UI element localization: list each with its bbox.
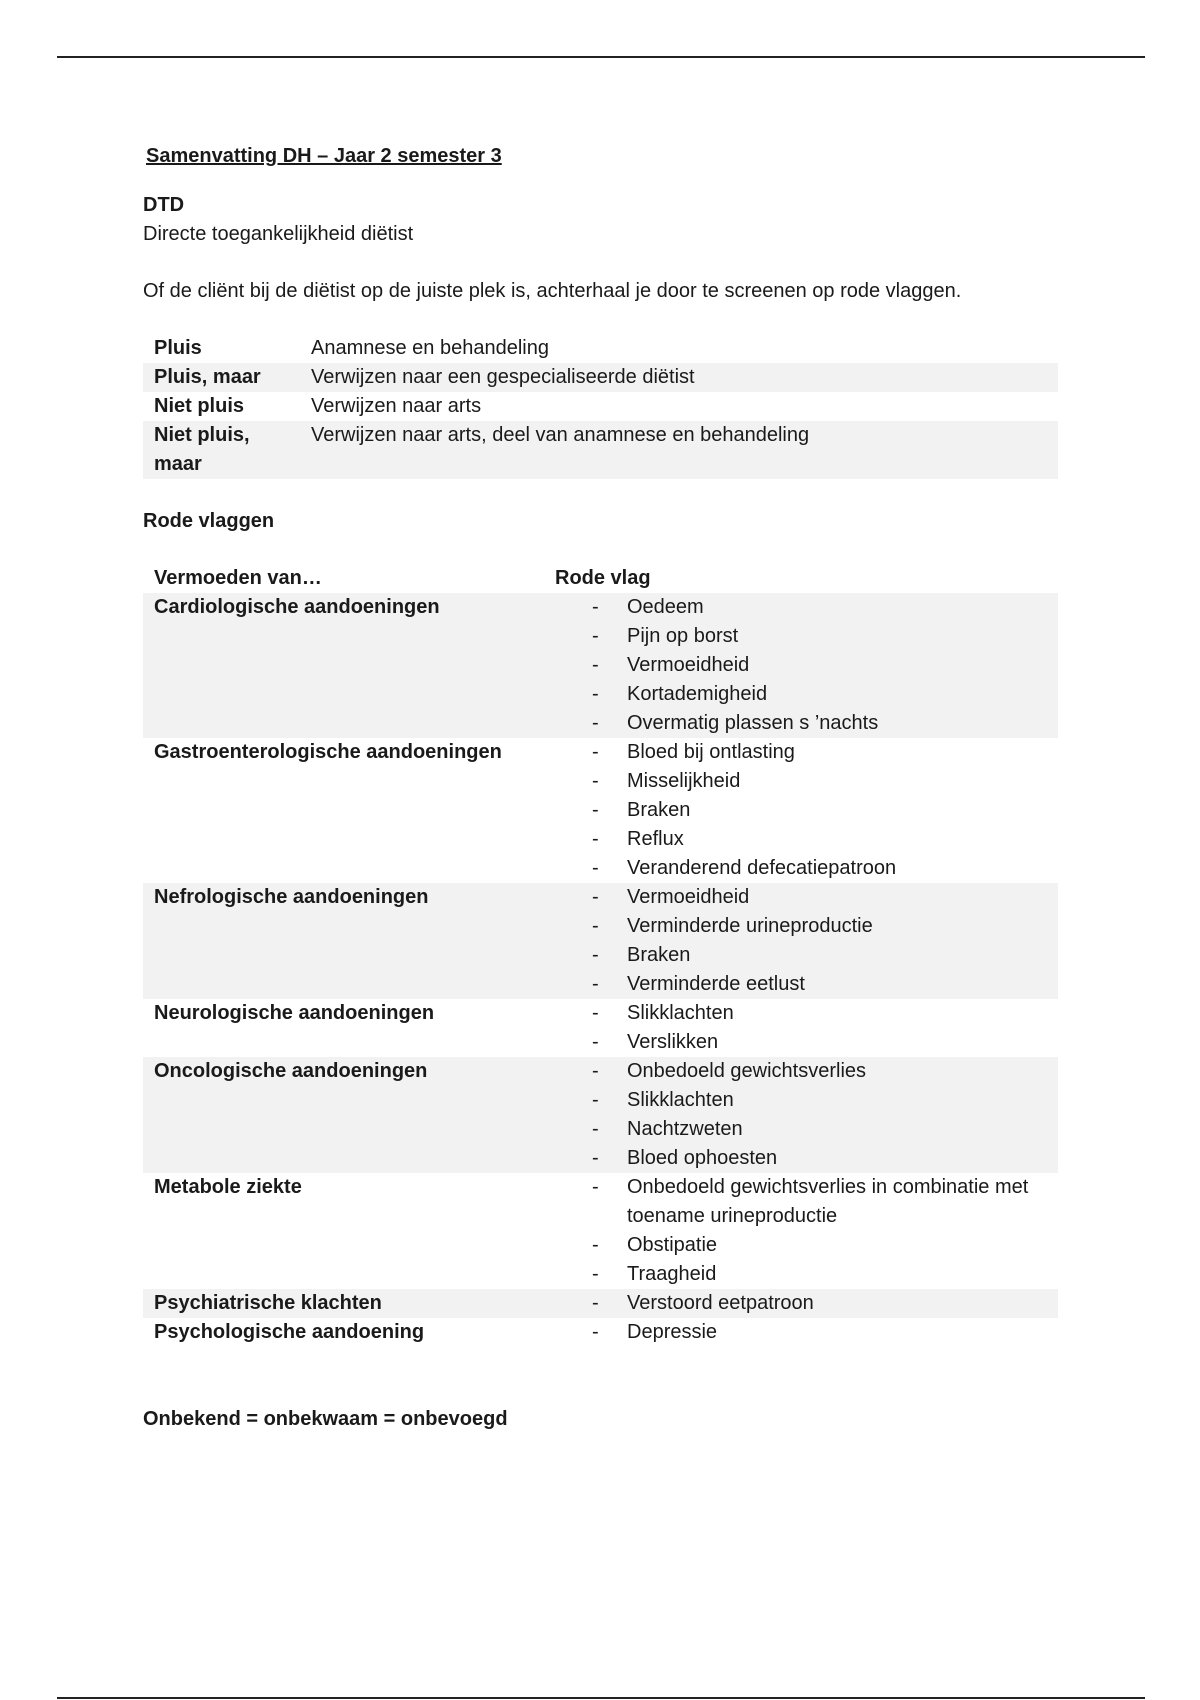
flags-cell — [544, 1318, 1058, 1347]
list-item — [555, 622, 1058, 651]
flag-text: Slikklachten — [627, 1089, 734, 1111]
condition-cell: Gastroenterologische aandoeningen — [154, 741, 502, 763]
list-item — [555, 1028, 1058, 1057]
flag-text: Reflux — [627, 828, 684, 850]
flag-text: Onbedoeld gewichtsverlies — [627, 1060, 867, 1082]
list-item — [555, 999, 1058, 1028]
dash-bullet: - — [592, 1263, 599, 1285]
rode-vlaggen-table — [143, 564, 1058, 1347]
table-row — [143, 421, 1058, 479]
table-row — [143, 999, 1058, 1057]
condition-cell: Nefrologische aandoeningen — [143, 883, 544, 999]
pluis-term: Pluis — [154, 337, 202, 359]
flag-text: Bloed ophoesten — [627, 1147, 778, 1169]
table-row — [143, 1318, 1058, 1347]
flag-text: Bloed bij ontlasting — [627, 741, 795, 763]
pluis-description: Verwijzen naar arts, deel van anamnese en behandeling — [300, 421, 1058, 479]
list-item — [555, 970, 1058, 999]
table-row — [143, 363, 1058, 392]
flags-cell — [544, 1173, 1058, 1289]
list-item — [555, 1086, 1058, 1115]
list-item — [555, 883, 1058, 912]
flag-text: Depressie — [627, 1321, 718, 1343]
dash-bullet: - — [592, 741, 599, 763]
flag-text: Kortademigheid — [627, 683, 768, 705]
list-item — [555, 593, 1058, 622]
condition-cell: Cardiologische aandoeningen — [143, 593, 544, 738]
dash-bullet: - — [592, 1089, 599, 1111]
list-item — [555, 1231, 1058, 1260]
flags-cell — [544, 1057, 1058, 1173]
dtd-heading: DTD — [143, 194, 185, 216]
dash-bullet: - — [592, 1292, 599, 1314]
flag-text: Verslikken — [627, 1031, 719, 1053]
flag-text: Vermoeidheid — [627, 886, 750, 908]
flag-list — [555, 1318, 1058, 1347]
pluis-term: Niet pluis — [154, 395, 245, 417]
dash-bullet: - — [592, 857, 599, 879]
flag-list — [555, 593, 1058, 738]
dash-bullet: - — [592, 1321, 599, 1343]
list-item — [555, 709, 1058, 738]
flag-list — [555, 883, 1058, 999]
list-item — [555, 1318, 1058, 1347]
flag-text: Braken — [627, 799, 691, 821]
condition-cell: Metabole ziekte — [154, 1176, 302, 1198]
list-item — [555, 1173, 1058, 1231]
list-item — [555, 1115, 1058, 1144]
dash-bullet: - — [592, 1031, 599, 1053]
table-row — [143, 883, 1058, 999]
flag-text: Slikklachten — [627, 1002, 734, 1024]
pluis-description: Anamnese en behandeling — [311, 337, 549, 359]
dash-bullet: - — [592, 973, 599, 995]
dash-bullet: - — [592, 596, 599, 618]
dash-bullet: - — [592, 1060, 599, 1082]
flag-text: Traagheid — [627, 1263, 717, 1285]
dash-bullet: - — [592, 712, 599, 734]
flag-text: Verminderde eetlust — [627, 973, 805, 995]
list-item — [555, 680, 1058, 709]
dash-bullet: - — [592, 770, 599, 792]
condition-cell: Psychiatrische klachten — [143, 1289, 544, 1318]
document-body — [143, 142, 1058, 1434]
list-item — [555, 912, 1058, 941]
flag-text: Veranderend defecatiepatroon — [627, 857, 897, 879]
bottom-rule — [57, 1697, 1145, 1699]
flag-list — [555, 1173, 1058, 1289]
list-item — [555, 1144, 1058, 1173]
flag-text: Verminderde urineproductie — [627, 915, 873, 937]
col-header-vermoeden: Vermoeden van… — [154, 567, 322, 589]
flag-list — [555, 999, 1058, 1057]
list-item — [555, 738, 1058, 767]
condition-cell: Oncologische aandoeningen — [143, 1057, 544, 1173]
dash-bullet: - — [592, 1118, 599, 1140]
pluis-description: Verwijzen naar arts — [311, 395, 482, 417]
table-row — [143, 392, 1058, 421]
dash-bullet: - — [592, 915, 599, 937]
table-header-row — [143, 564, 1058, 593]
dtd-subheading: Directe toegankelijkheid diëtist — [143, 223, 414, 245]
flags-cell — [544, 738, 1058, 883]
flag-text: Pijn op borst — [627, 625, 739, 647]
condition-cell: Neurologische aandoeningen — [154, 1002, 435, 1024]
rode-vlaggen-heading: Rode vlaggen — [143, 510, 275, 532]
flag-text: Onbedoeld gewichtsverlies in combinatie met toename urineproductie — [627, 1176, 1029, 1227]
list-item — [555, 796, 1058, 825]
flag-text: Braken — [627, 944, 691, 966]
flag-text: Overmatig plassen s ’nachts — [627, 712, 879, 734]
flags-cell — [544, 883, 1058, 999]
flag-text: Misselijkheid — [627, 770, 741, 792]
flags-cell — [544, 1289, 1058, 1318]
flag-text: Obstipatie — [627, 1234, 718, 1256]
flags-cell — [544, 999, 1058, 1057]
list-item — [555, 767, 1058, 796]
flag-text: Oedeem — [627, 596, 704, 618]
dash-bullet: - — [592, 799, 599, 821]
flag-list — [555, 738, 1058, 883]
flag-text: Vermoeidheid — [627, 654, 750, 676]
dash-bullet: - — [592, 654, 599, 676]
dash-bullet: - — [592, 625, 599, 647]
list-item — [555, 1289, 1058, 1318]
dash-bullet: - — [592, 944, 599, 966]
flag-list — [555, 1057, 1058, 1173]
flag-text: Nachtzweten — [627, 1118, 743, 1140]
top-rule — [57, 56, 1145, 58]
flag-list — [555, 1289, 1058, 1318]
list-item — [555, 1057, 1058, 1086]
pluis-term: Niet pluis, maar — [143, 421, 300, 479]
pluis-table — [143, 334, 1058, 479]
list-item — [555, 1260, 1058, 1289]
dash-bullet: - — [592, 1147, 599, 1169]
dtd-intro: Of de cliënt bij de diëtist op de juiste plek is, achterhaal je door te screenen op rode vlaggen. — [143, 280, 962, 302]
list-item — [555, 854, 1058, 883]
pluis-term: Pluis, maar — [143, 363, 300, 392]
table-row — [143, 1289, 1058, 1318]
table-row — [143, 334, 1058, 363]
list-item — [555, 941, 1058, 970]
table-row — [143, 593, 1058, 738]
pluis-description: Verwijzen naar een gespecialiseerde diëtist — [300, 363, 1058, 392]
dash-bullet: - — [592, 1176, 599, 1198]
table-row — [143, 1057, 1058, 1173]
table-row — [143, 738, 1058, 883]
document-title: Samenvatting DH – Jaar 2 semester 3 — [146, 145, 502, 167]
list-item — [555, 825, 1058, 854]
dash-bullet: - — [592, 1234, 599, 1256]
flag-text: Verstoord eetpatroon — [627, 1292, 814, 1314]
table-row — [143, 1173, 1058, 1289]
condition-cell: Psychologische aandoening — [154, 1321, 425, 1343]
dash-bullet: - — [592, 1002, 599, 1024]
dash-bullet: - — [592, 683, 599, 705]
dash-bullet: - — [592, 828, 599, 850]
flags-cell — [544, 593, 1058, 738]
col-header-rode-vlag: Rode vlag — [555, 567, 651, 589]
dash-bullet: - — [592, 886, 599, 908]
footer-statement: Onbekend = onbekwaam = onbevoegd — [143, 1408, 508, 1430]
list-item — [555, 651, 1058, 680]
